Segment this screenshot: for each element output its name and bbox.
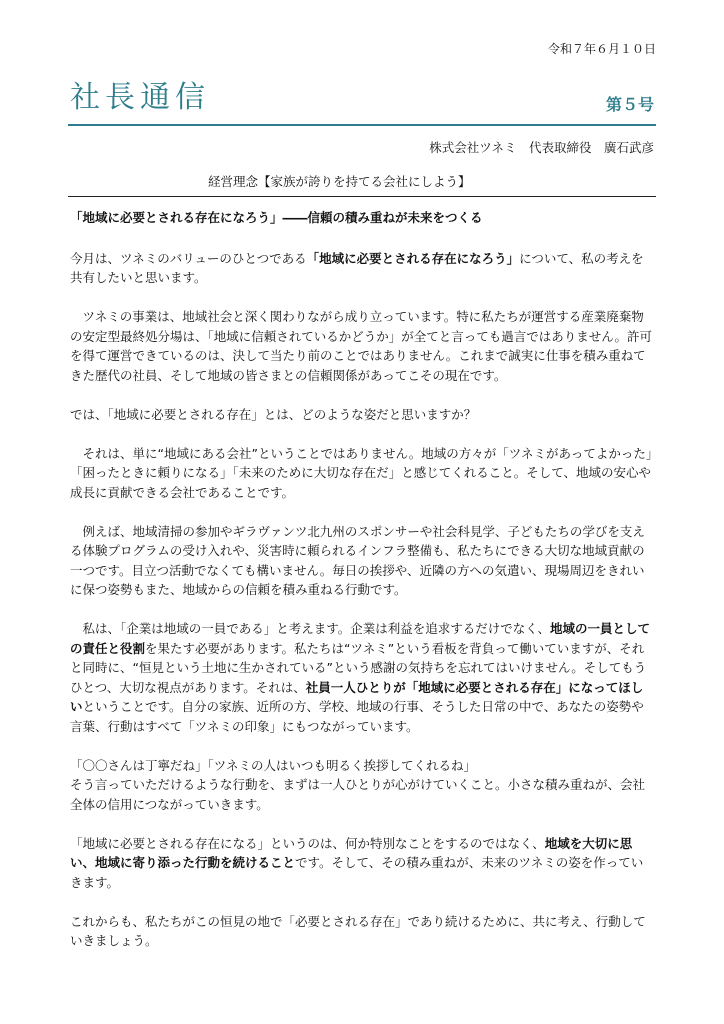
intro-text-2: について、私の考えを共有したいと思います。: [70, 250, 644, 285]
paragraph-question: では、「地域に必要とされる存在」とは、どのような姿だと思いますか？: [70, 406, 477, 422]
quotes-line-2: そう言っていただけるような行動を、まずは一人ひとりが心がけていくこと。小さな積み重ねが、会社全体の信用につながっていきます。: [70, 777, 646, 812]
responsibility-text-1: 私は、「企業は地域の一員である」と考えます。企業は利益を追求するだけでなく、: [82, 621, 551, 636]
philosophy-divider: [68, 196, 656, 197]
issue-date: 令和７年６月１０日: [547, 42, 656, 56]
paragraph-business: ツネミの事業は、地域社会と深く関わりながら成り立っています。特に私たちが運営する産業廃棄物の安定型最終処分場は、「地域に信頼されているかどうか」が全てと言っても過言ではありません。許可を得て運営できているのは、決して当たり前のことではありません。これまで誠実に仕事を積み重ねてきた歴代の社員、そして地域の皆さまとの信頼関係があってこその現在です。: [70, 309, 653, 383]
paragraph-responsibility: [70, 619, 654, 736]
newsletter-title: 社長通信: [70, 80, 210, 115]
paragraph-intro: [70, 249, 654, 288]
paragraph-definition: それは、単に“地域にある会社”ということではありません。地域の方々が「ツネミがあってよかった」「困ったときに頼りになる」「未来のために大切な存在だ」と感じてくれること。そして、地域の安心や成長に貢献できる会社であることです。: [70, 445, 653, 500]
paragraph-meaning: [70, 834, 654, 893]
paragraph-examples: 例えば、地域清掃の参加やギラヴァンツ北九州のスポンサーや社会科見学、子どもたちの学びを支える体験プログラムの受け入れや、災害時に頼られるインフラ整備も、私たちにできる大切な地域貢献の一つです。目立つ活動でなくても構いません。毎日の挨拶や、近隣の方への気遣い、現場周辺をきれいに保つ姿勢もまた、地域からの信頼を積み重ねる行動です。: [70, 523, 645, 597]
paragraph-closing: これからも、私たちがこの恒見の地で「必要とされる存在」であり続けるために、共に考え、行動していきましょう。: [70, 913, 646, 948]
intro-text-1: 今月は、ツネミのバリューのひとつである: [70, 250, 307, 266]
quotes-line-1: 「〇〇さんは丁寧だね」「ツネミの人はいつも明るく挨拶してくれるね」: [70, 757, 477, 773]
paragraph-quotes: [70, 756, 654, 815]
responsibility-emphasis-2: 社員一人ひとりが「地域に必要とされる存在」になってほしい: [70, 679, 644, 714]
intro-value-emphasis: 「地域に必要とされる存在になろう」: [306, 250, 520, 266]
title-divider: [68, 124, 656, 126]
issue-number: 第５号: [605, 95, 654, 114]
author-line: 株式会社ツネミ 代表取締役 廣石武彦: [429, 140, 654, 155]
meaning-emphasis: 地域を大切に思い、地域に寄り添った行動を続けること: [70, 835, 633, 870]
article-headline: 「地域に必要とされる存在になろう」――信頼の積み重ねが未来をつくる: [70, 210, 483, 225]
meaning-text-2: です。そして、その積み重ねが、未来のツネミの姿を作っていきます。: [70, 855, 644, 890]
responsibility-emphasis-1: 地域の一員としての責任と役割: [70, 621, 651, 656]
management-philosophy: 経営理念【家族が誇りを持てる会社にしよう】: [208, 174, 471, 189]
meaning-text-1: 「地域に必要とされる存在になる」というのは、何か特別なことをするのではなく、: [70, 835, 545, 851]
responsibility-text-2: を果たす必要があります。私たちは“ツネミ”という看板を背負って働いていますが、それと同時に、“恒見という土地に生かされている”という感謝の気持ちを忘れてはいけません。そしてもうひとつ、大切な視点があります。それは、: [70, 640, 647, 695]
responsibility-text-3: ということです。自分の家族、近所の方、学校、地域の行事、そうした日常の中で、あなたの姿勢や言葉、行動はすべて「ツネミの印象」にもつながっています。: [70, 699, 644, 734]
article-body: [70, 208, 654, 970]
